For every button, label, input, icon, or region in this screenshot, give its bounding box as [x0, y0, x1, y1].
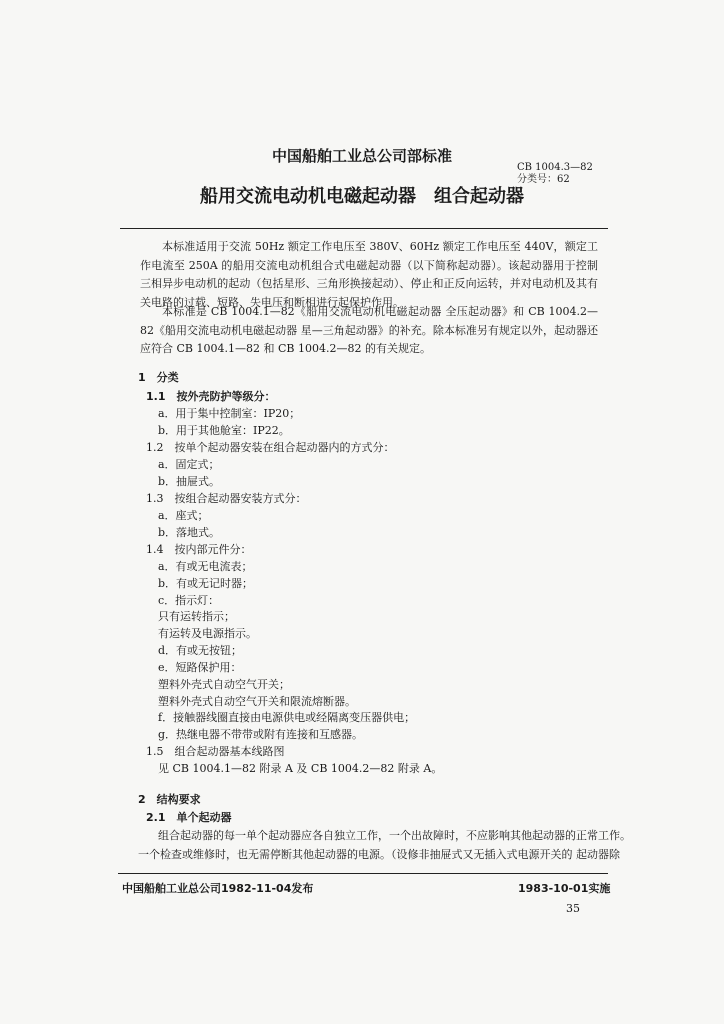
clause-1-1: 1.1 按外壳防护等级分： [146, 390, 276, 403]
clause-1-3: 1.3 按组合起动器安装方式分： [146, 492, 307, 505]
clause-1-2-a: a．固定式； [158, 458, 220, 471]
section-1-heading: 1 分类 [138, 371, 179, 384]
clause-1-4-c: c．指示灯： [158, 594, 220, 607]
clause-1-1-a: a．用于集中控制室：IP20； [158, 407, 301, 420]
clause-1-4-f: f．接触器线圈直接由电源供电或经隔离变压器供电； [158, 711, 416, 724]
clause-1-4-e-item-1: 塑料外壳式自动空气开关； [158, 678, 290, 691]
clause-1-4-a: a．有或无电流表； [158, 560, 253, 573]
clause-1-4-e: e．短路保护用： [158, 661, 242, 674]
clause-1-4-g: g．热继电器不带带或附有连接和互感器。 [158, 728, 364, 741]
clause-1-4-b: b．有或无记时器； [158, 577, 254, 590]
issued-date: 中国船舶工业总公司1982-11-04发布 [122, 882, 314, 895]
standard-code: CB 1004.3—82 [517, 162, 593, 173]
header-rule [120, 228, 608, 229]
clause-1-4-d: d．有或无按钮； [158, 644, 243, 657]
intro-paragraph-1: 本标准适用于交流 50Hz 额定工作电压至 380V、60Hz 额定工作电压至 440V，额定工作电流至 250A 的船用交流电动机组合式电磁起动器（以下简称起动器）。该起动器用于控制三相异步电动机的起动（包括星形、三角形换接起动）、停止和正反向运转，并对电动机及其有关电路的过载、短路、失电压和断相进行起保护作用。 [140, 240, 598, 309]
title-part-2: 组合起动器 [434, 186, 524, 207]
clause-1-1-b: b．用于其他舱室：IP22。 [158, 424, 290, 437]
clause-1-4-e-item-2: 塑料外壳式自动空气开关和限流熔断器。 [158, 695, 356, 708]
clause-2-1: 2.1 单个起动器 [146, 811, 232, 824]
category-number: 分类号：62 [517, 174, 570, 185]
clause-2-1-line-1: 组合起动器的每一单个起动器应各自独立工作，一个出故障时，不应影响其他起动器的正常工作。 [158, 829, 631, 842]
clause-1-3-b: b．落地式。 [158, 526, 221, 539]
intro-paragraph-2: 本标准是 CB 1004.1—82《船用交流电动机电磁起动器 全压起动器》和 CB 1004.2—82《船用交流电动机电磁起动器 星—三角起动器》的补充。除本标准另有规定以外，起动器还应符合 CB 1004.1—82 和 CB 1004.2—82 的有关规定。 [140, 305, 598, 355]
clause-1-2-b: b．抽屉式。 [158, 475, 221, 488]
footer-rule [118, 873, 608, 874]
page-number: 35 [566, 902, 580, 915]
clause-1-3-a: a．座式； [158, 509, 209, 522]
document-title [0, 182, 724, 208]
clause-1-2: 1.2 按单个起动器安装在组合起动器内的方式分： [146, 441, 395, 454]
clause-1-4-c-item-2: 有运转及电源指示。 [158, 627, 257, 640]
section-2-heading: 2 结构要求 [138, 793, 201, 806]
clause-1-5: 1.5 组合起动器基本线路图 [146, 745, 285, 758]
clause-2-1-line-2: 一个检查或维修时，也无需停断其他起动器的电源。（设修非抽屉式又无插入式电源开关的 起动器除 [138, 848, 620, 861]
title-part-1: 船用交流电动机电磁起动器 [200, 186, 416, 207]
effective-date: 1983-10-01实施 [518, 882, 611, 895]
clause-1-4-c-item-1: 只有运转指示； [158, 610, 235, 623]
clause-1-4: 1.4 按内部元件分： [146, 543, 252, 556]
clause-1-5-text: 见 CB 1004.1—82 附录 A 及 CB 1004.2—82 附录 A。 [158, 762, 443, 775]
organization-standard-heading: 中国船舶工业总公司部标准 [271, 147, 452, 165]
